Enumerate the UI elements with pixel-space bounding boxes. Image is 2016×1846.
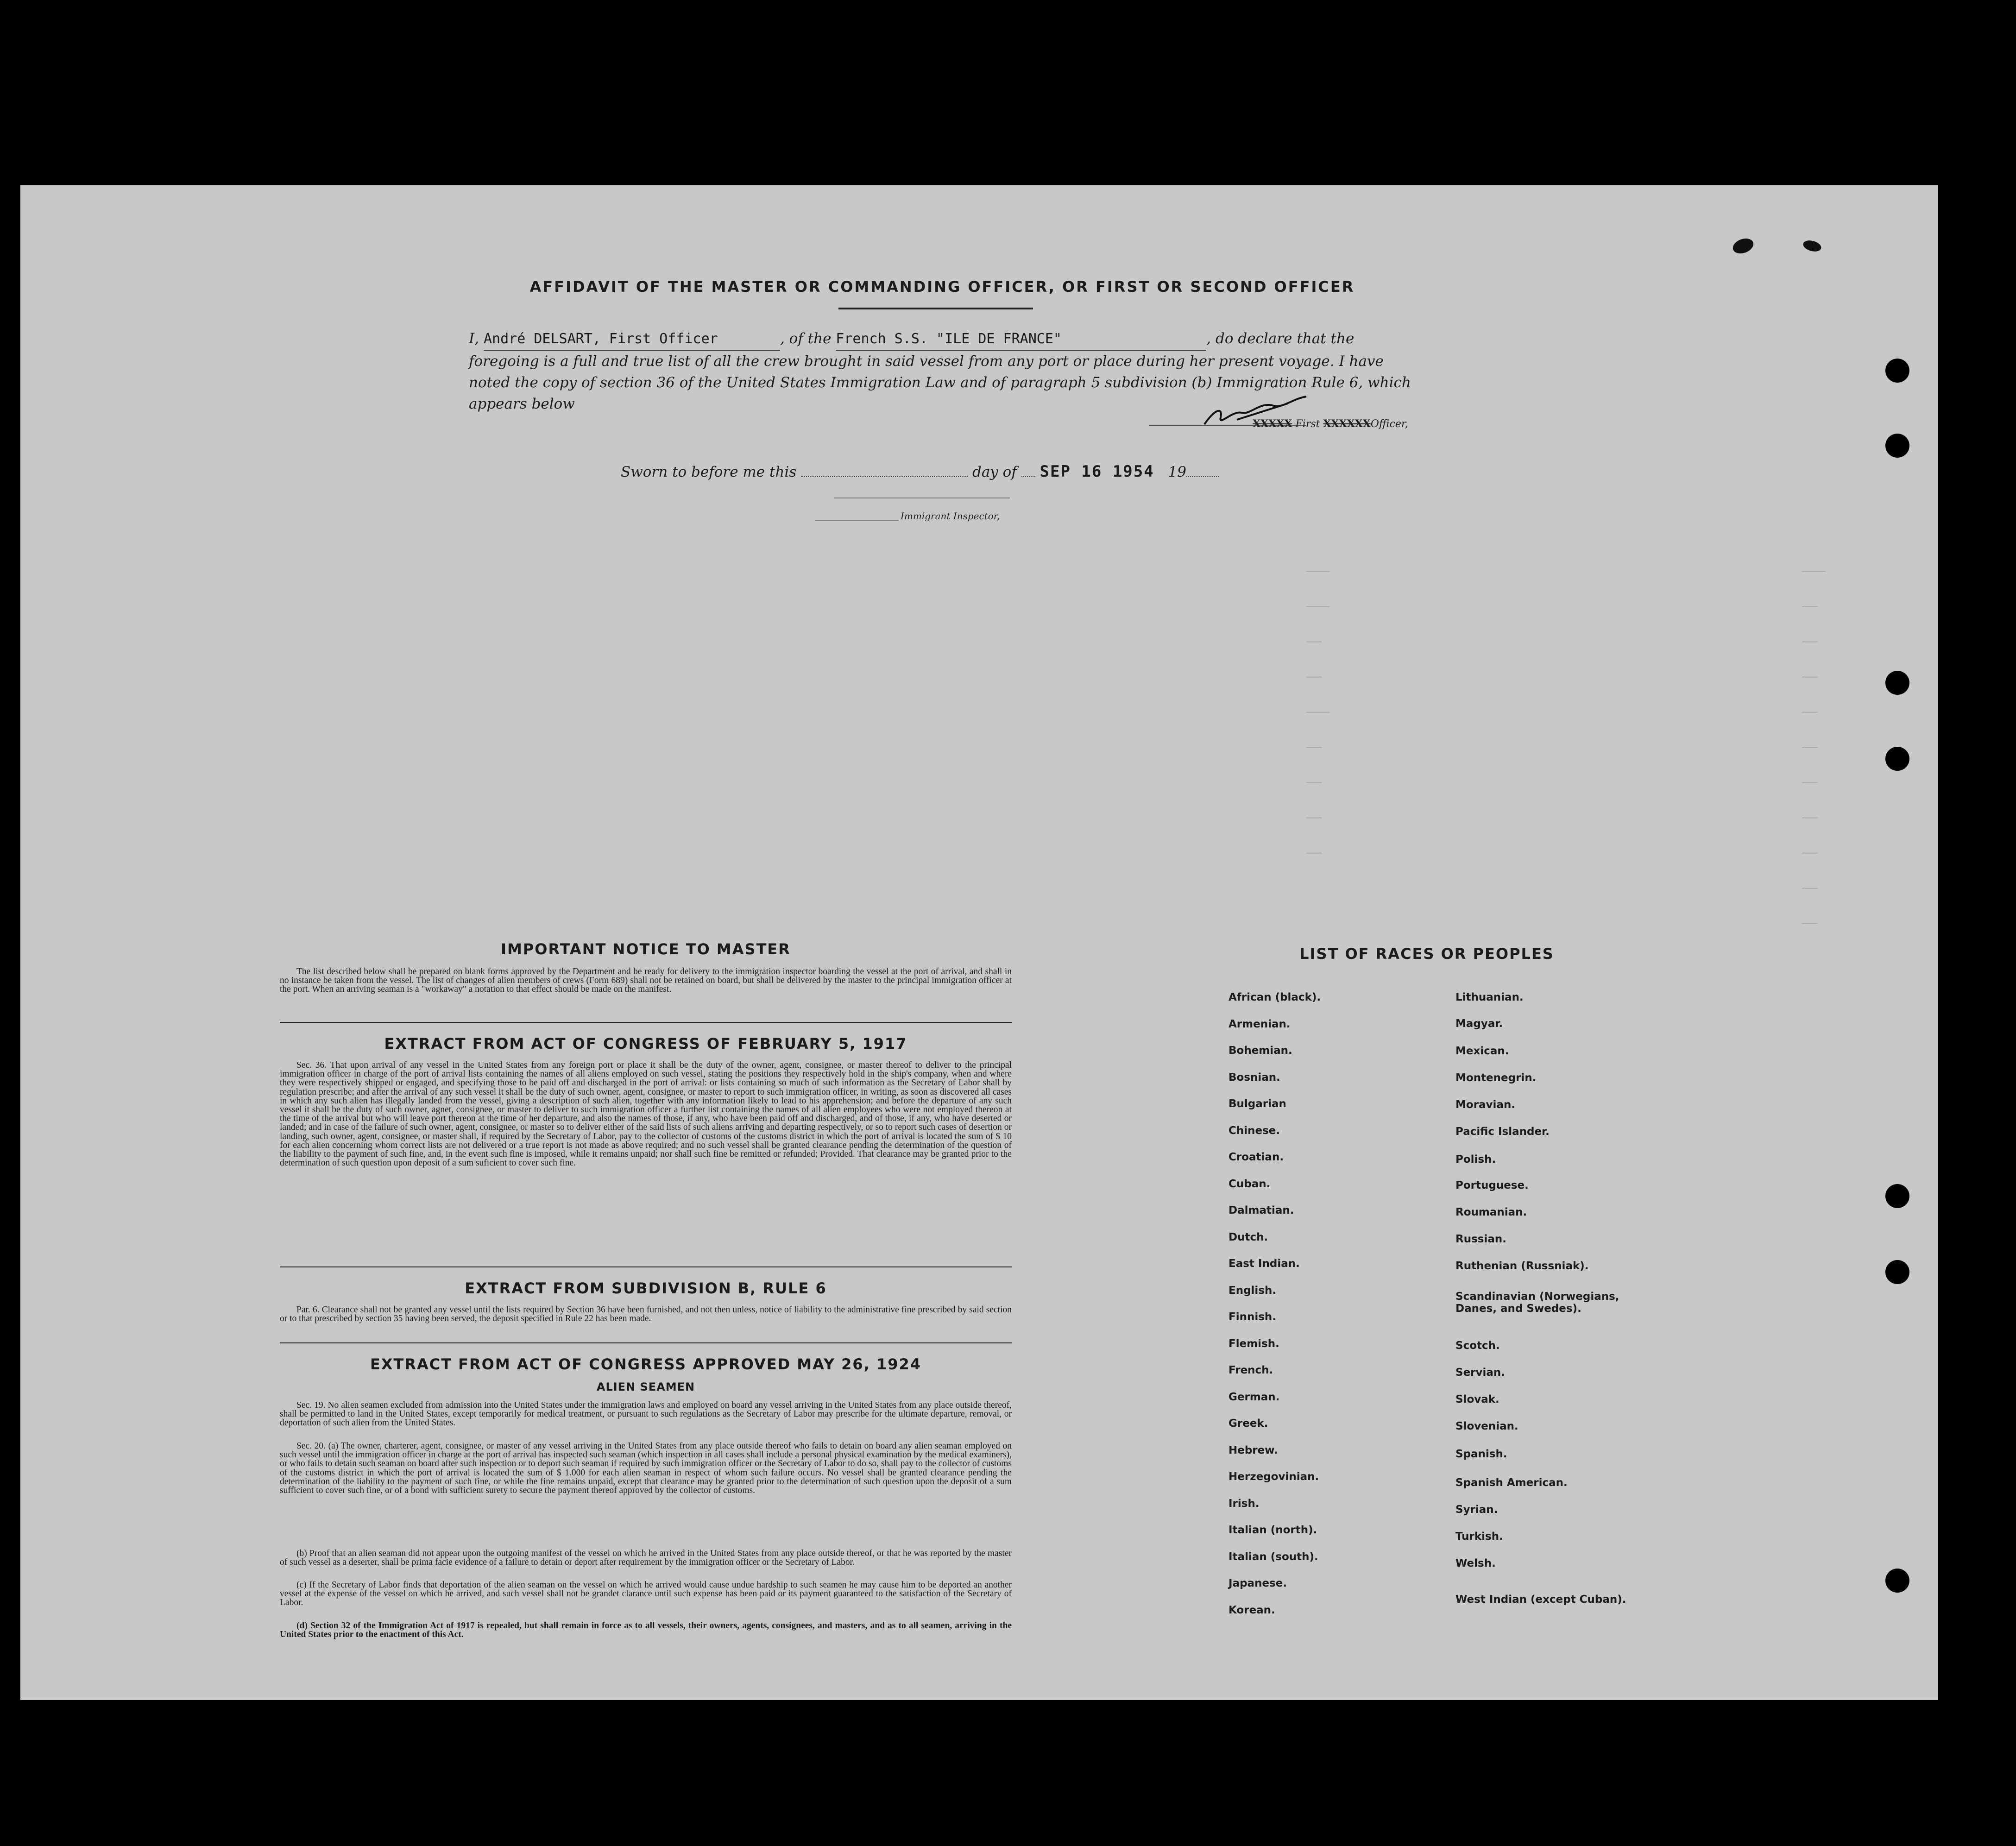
sworn-year: 19 [1168,464,1187,480]
act-1917-title: EXTRACT FROM ACT OF CONGRESS OF FEBRUARY 5, 1917 [384,1035,907,1052]
act-1924-sec20b: (b) Proof that an alien seaman did not appear upon the outgoing manifest of the vessel on which he arrived in the United States from any place outside thereof, or that he was reported by the master of such vessel as a deserter, shall be prima facie evidence of a failure to detain or deport after requirement by the immigration officer or the Secretary of Labor. [280,1549,1012,1568]
signature-caption [1149,418,1408,430]
caption-first: First [1295,418,1320,430]
sworn-date-stamp: SEP 16 1954 [1040,462,1154,481]
race-entry: Turkish. [1455,1531,1503,1543]
race-entry: German. [1228,1391,1280,1403]
race-entry: Welsh. [1455,1557,1496,1569]
officer-name: André DELSART, First Officer [484,328,780,351]
notice-text: The list described below shall be prepared on blank forms approved by the Department and be ready for delivery to the immigration inspector boarding the vessel at the port of arrival, and shall in no instance be taken from the vessel. The list of changes of alien members of crews (Form 689) shall not be retained on board, but shall be delivered by the master to the principal immigration officer at the port. When an arriving seaman is a "workaway" a notation to that effect should be made on the manifest. [280,967,1012,995]
act-1917-text: Sec. 36. That upon arrival of any vessel in the United States from any foreign port or place it shall be the duty of the owner, agent, consignee, or master thereof to deliver to the principal immigration officer in charge of the port of arrival lists containing the names of all aliens employed on such vessel, stating the positions they respectively hold in the ship's company, when and where they were respectively shipped or engaged, and specifying those to be paid off and discharged in the port of arrival: or lists containing so much of such information as the Secretary of Labor shall by regulation prescribe; and after the arrival of any such vessel it shall be the duty of such owner, agent, consignee, or master to report to such immigration officer, in writing, as soon as discovered all cases in which any such alien has illegally landed from the vessel, giving a description of such alien, together with any information likely to lead to his apprehension; and before the departure of any such vessel it shall be the duty of such owner, agnet, consignee, or master to deliver to such immigration officer a further list containing the names of all alien employees who were not employed thereon at the time of the arrival but who will leave port thereon at the time of her departure, and also the names of those, if any, who have been paid off and discharged, and of those, if any, who have deserted or landed; and in case of the failure of such owner, agent, consignee, or master so to deliver either of the said lists of such aliens arriving and departing respectively, or so to report such cases of desertion or landing, such owner, agent, consignee, or master shall, if required by the Secretary of Labor, pay to the collector of customs of the customs district in which the port of arrival is located the sum of $ 10 for each alien concerning whom correct lists are not delivered or a true report is not made as above required; and no such vessel shall be granted clearance pending the determination of the question of the liability to the payment of such fine, and, in the event such fine is imposed, while it remains unpaid; nor shall such fine be remitted or refunded; Provided. That clearance may be granted prior to the determination of such question upon deposit of a sum suficient to cover such fine. [280,1060,1012,1168]
race-entry: Hebrew. [1228,1444,1278,1456]
race-entry: Scandinavian (Norwegians, Danes, and Swedes). [1455,1291,1619,1315]
bleed-through-marks-left: ––– ––– –– –– ––– –– –– –– –– [1306,563,1330,860]
race-entry: Russian. [1455,1233,1506,1245]
race-entry: Lithuanian. [1455,991,1524,1003]
race-entry: Portuguese. [1455,1179,1529,1191]
race-entry: English. [1228,1284,1277,1297]
punch-hole [1885,1184,1909,1208]
race-entry: Mexican. [1455,1045,1509,1057]
race-entry: Slovenian. [1455,1420,1518,1432]
inspector-line [815,520,899,521]
race-entry: Scotch. [1455,1340,1500,1352]
race-entry: Roumanian. [1455,1206,1527,1218]
race-entry: Dalmatian. [1228,1204,1294,1216]
divider [280,1266,1012,1267]
race-entry: Slovak. [1455,1393,1499,1405]
race-entry: Pacific Islander. [1455,1126,1550,1138]
race-entry: Syrian. [1455,1504,1498,1516]
act-1924-sec20c: (c) If the Secretary of Labor finds that deportation of the alien seaman on the vessel on which he arrived would cause undue hardship to such seamen he may cause him to be deported an another vessel at the expense of the vessel on which he arrived, and such vessel shall not be grandet clarance until such expense has been paid or its payment guaranteed to the satisfaction of the Secretary of Labor. [280,1580,1012,1608]
act-1924-title: EXTRACT FROM ACT OF CONGRESS APPROVED MAY 26, 1924 [370,1355,922,1373]
race-entry: Armenian. [1228,1018,1291,1030]
rule-6-text: Par. 6. Clearance shall not be granted any vessel until the lists required by Section 36 have been furnished, and not then unless, notice of liability to the administrative fine prescribed by said section or to that prescribed by section 35 having been served, the deposit specified in Rule 22 has been made. [280,1305,1012,1324]
bleed-through-marks-right: ––– –– –– –– –– –– –– –– –– –– –– [1802,563,1826,930]
race-entry: Bosnian. [1228,1071,1280,1084]
race-entry: Cuban. [1228,1178,1271,1190]
punch-hole [1885,747,1909,771]
punch-hole [1885,1569,1909,1593]
struck-second: XXXXXX [1323,418,1371,430]
divider [280,1342,1012,1343]
punch-hole [1885,671,1909,695]
race-entry: Spanish. [1455,1448,1507,1460]
race-entry: East Indian. [1228,1258,1300,1270]
race-entry: Japanese. [1228,1577,1287,1589]
race-entry: Polish. [1455,1153,1496,1166]
race-entry: Croatian. [1228,1151,1284,1163]
month-blank [1021,476,1035,477]
vessel-name: French S.S. "ILE DE FRANCE" [836,328,1206,351]
affidavit-declare: , do declare [1206,330,1292,347]
affidavit-title: AFFIDAVIT OF THE MASTER OR COMMANDING OFFICER, OR FIRST OR SECOND OFFICER [529,278,1355,296]
punch-hole [1885,1260,1909,1284]
race-entry: West Indian (except Cuban). [1455,1594,1626,1606]
title-underline [838,308,1033,309]
race-entry: Dutch. [1228,1231,1268,1243]
race-entry: Herzegovinian. [1228,1471,1319,1483]
race-entry: Irish. [1228,1497,1260,1510]
act-1924-sec20d: (d) Section 32 of the Immigration Act of 1917 is repealed, but shall remain in force as to all vessels, their owners, agents, consignees, and masters, and as to all seamen, arriving in the United States prior to the enactment of this Act. [280,1621,1012,1640]
caption-officer: Officer, [1370,418,1408,430]
race-entry: French. [1228,1364,1273,1376]
affidavit-of: , of the [780,330,832,347]
race-entry: Greek. [1228,1418,1268,1430]
race-entry: Servian. [1455,1367,1506,1379]
race-entry: African (black). [1228,991,1321,1003]
sworn-prefix: Sworn to before me this [621,464,797,480]
race-entry: Bulgarian [1228,1098,1286,1110]
affidavit-prefix: I, [469,330,479,347]
race-entry: Bohemian. [1228,1045,1292,1057]
sworn-day-of: day of [972,464,1017,480]
punch-hole [1885,359,1909,383]
race-entry: Magyar. [1455,1018,1503,1030]
alien-seamen-subtitle: ALIEN SEAMEN [596,1380,695,1393]
races-title: LIST OF RACES OR PEOPLES [1299,945,1554,963]
race-entry: Flemish. [1228,1337,1279,1350]
act-1924-sec19: Sec. 19. No alien seamen excluded from admission into the United States under the immigration laws and employed on board any vessel arriving in the United States from any place outside thereof, shall be permitted to land in the United States, except temporarily for medical treatment, or pursuant to such regulations as the Secretary of Labor may prescribe for the ultimate departure, removal, or deportation of such alien from the United States. [280,1400,1012,1428]
race-entry: Italian (south). [1228,1550,1318,1563]
race-entry: Korean. [1228,1604,1275,1616]
affidavit-text: that the foregoing is a full and true list of all the crew brought in said vessel from any port or place during her present voyage. I have noted the copy of section 36 of the United States Immigration Law and of paragraph 5 subdivision (b) Immigration Rule 6, which appears below [469,330,1411,412]
day-blank [801,476,968,477]
race-entry: Finnish. [1228,1311,1277,1323]
sworn-line [621,462,1279,481]
race-entry: Montenegrin. [1455,1072,1537,1084]
race-entry: Ruthenian (Russniak). [1455,1260,1589,1272]
inspector-label: Immigrant Inspector, [901,510,1000,522]
race-entry: Spanish American. [1455,1477,1568,1489]
race-entry: Italian (north). [1228,1524,1317,1536]
rule-6-title: EXTRACT FROM SUBDIVISION B, RULE 6 [465,1279,827,1297]
struck-master: XXXXX [1253,418,1292,430]
divider [280,1022,1012,1023]
race-entry: Chinese. [1228,1124,1280,1137]
race-entry: Moravian. [1455,1099,1516,1111]
notice-title: IMPORTANT NOTICE TO MASTER [501,940,791,958]
year-blank [1186,476,1219,477]
punch-hole [1885,434,1909,458]
act-1924-sec20a: Sec. 20. (a) The owner, charterer, agent, consignee, or master of any vessel arriving in the United States from any place outside thereof who fails to detain on board any alien seaman employed on such vessel until the immigration officer in charge at the port of arrival has inspected such seaman (which inspection in all cases shall include a personal physical examination by the medical examiners), or who fails to detain such seaman on board after such inspection or to deport such seaman if required by such immigration officer or the Secretary of Labor to do so, shall pay to the collector of customs of the customs district in which the port of arrival is located the sum of $ 1.000 for each alien seaman in respect of whom such failure occurs. No vessel shall be granted clearance pending the determination of the liability to the payment of such fine, or while the fine remains unpaid, except that clearance may be granted prior to the determination of such question upon the deposit of a sum sufficient to cover such fine, or of a bond with sufficient surety to secure the payment thereof approved by the collector of customs. [280,1441,1012,1496]
